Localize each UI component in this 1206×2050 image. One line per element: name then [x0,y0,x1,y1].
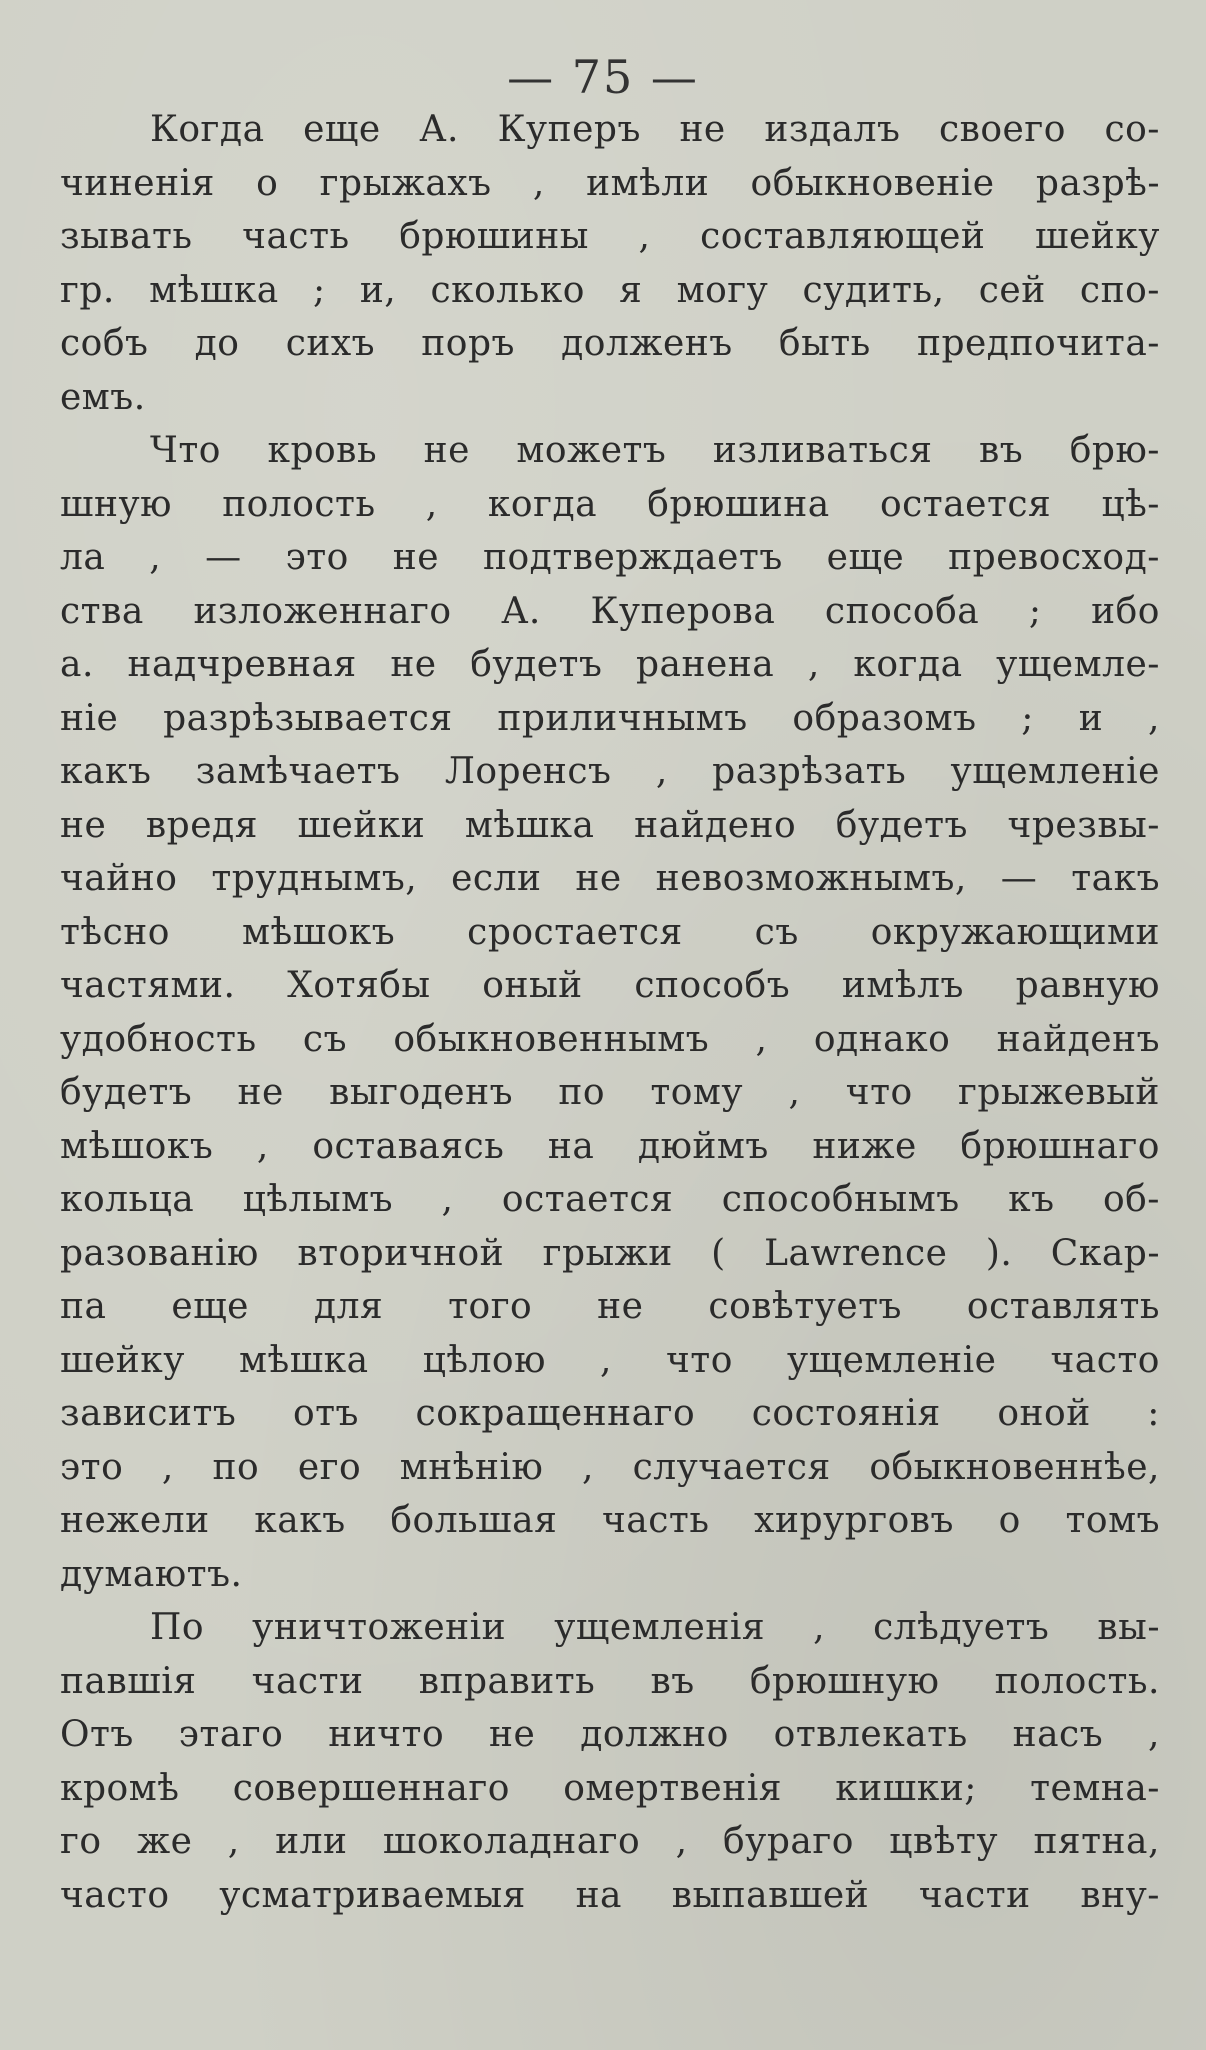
text-line: какъ замѣчаетъ Лоренсъ , разрѣзать ущемленіе [60,751,1160,792]
text-line: разованію вторичной грыжи ( Lawrence ). Скар- [60,1232,1160,1274]
text-line: чиненія о грыжахъ , имѣли обыкновеніе разрѣ- [60,162,1160,204]
text-line: кольца цѣлымъ , остается способнымъ къ об- [60,1179,1160,1220]
text-line: собъ до сихъ поръ долженъ быть предпочита- [60,323,1160,364]
text-line: а. надчревная не будетъ ранена , когда ущемле- [60,644,1160,685]
text-line: шейку мѣшка цѣлою , что ущемленіе часто [60,1339,1160,1381]
text-line: По уничтоженіи ущемленія , слѣдуетъ вы- [150,1607,1160,1648]
text-line: павшія части вправить въ брюшную полость. [60,1660,1160,1702]
page-number: — 75 — [507,50,699,104]
text-line: зывать часть брюшины , составляющей шейку [60,216,1160,257]
text-line: часто усматриваемыя на выпавшей части вну- [60,1874,1160,1916]
body-text [60,103,1160,1922]
text-line: удобность съ обыкновеннымъ , однако найденъ [60,1018,1160,1060]
text-line: ніе разрѣзывается приличнымъ образомъ ; и , [60,697,1160,739]
text-line: тѣсно мѣшокъ сростается съ окружающими [60,911,1160,953]
text-line: шную полость , когда брюшина остается цѣ- [60,483,1160,525]
text-line: думаютъ. [60,1553,243,1595]
text-line: ла , — это не подтверждаетъ еще превосход- [60,537,1160,578]
text-line: Отъ этаго ничто не должно отвлекать насъ , [60,1714,1160,1755]
text-line: частями. Хотябы оный способъ имѣлъ равную [60,965,1160,1006]
text-line: па еще для того не совѣтуетъ оставлять [60,1286,1160,1327]
text-line: это , по его мнѣнію , случается обыкновеннѣе, [60,1446,1160,1488]
text-line: го же , или шоколаднаго , бураго цвѣту пятна, [60,1821,1160,1862]
text-line: не вредя шейки мѣшка найдено будетъ чрезвы- [60,804,1160,846]
text-line: зависитъ отъ сокращеннаго состоянія оной : [60,1393,1160,1434]
text-line: Что кровь не можетъ изливаться въ брю- [150,430,1160,471]
text-line: будетъ не выгоденъ по тому , что грыжевый [60,1072,1160,1113]
text-line: мѣшокъ , оставаясь на дюймъ ниже брюшнаго [60,1125,1160,1167]
text-line: нежели какъ большая часть хирурговъ о томъ [60,1500,1160,1541]
text-line: ства изложеннаго А. Куперова способа ; ибо [60,590,1160,632]
text-line: кромѣ совершеннаго омертвенія кишки; темна- [60,1767,1160,1809]
text-line: емъ. [60,376,146,418]
text-line: чайно труднымъ, если не невозможнымъ, — такъ [60,858,1160,899]
text-line: гр. мѣшка ; и, сколько я могу судить, сей спо- [60,269,1160,311]
text-line: Когда еще А. Куперъ не издалъ своего со- [150,109,1160,150]
